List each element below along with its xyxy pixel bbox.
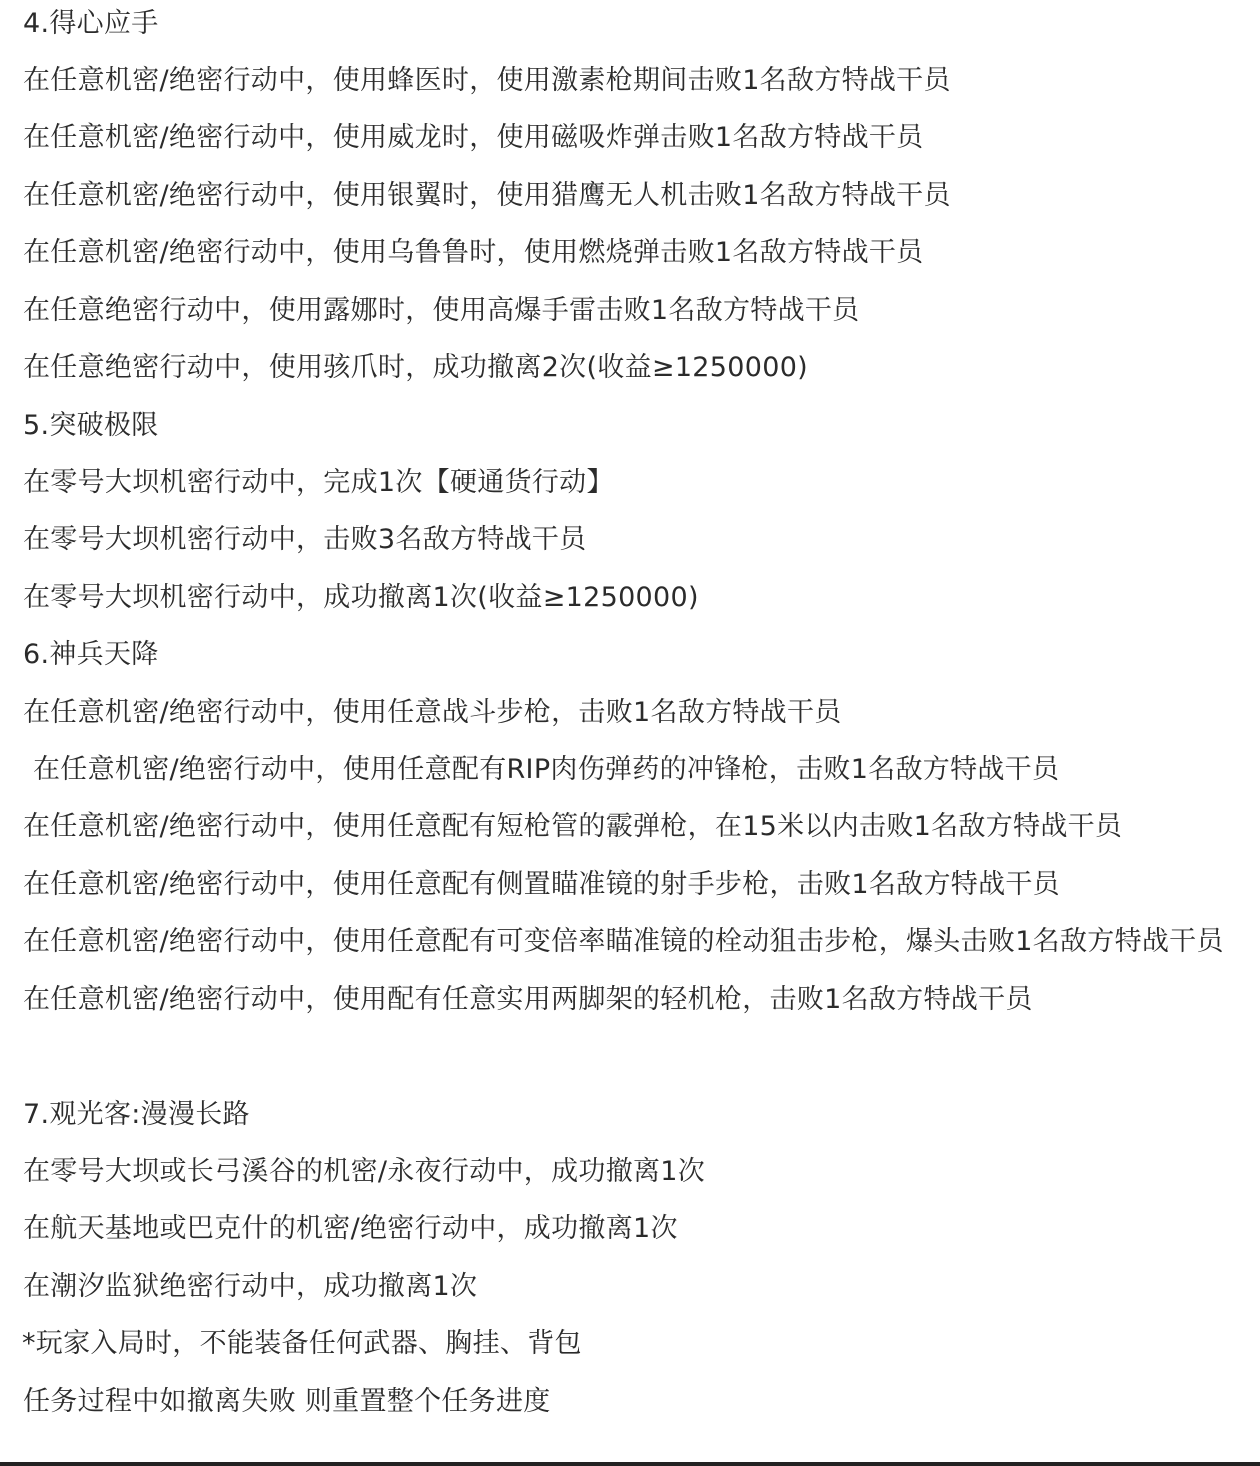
section-heading-4: 4.得心应手 xyxy=(23,8,159,39)
section-heading-7: 7.观光客:漫漫长路 xyxy=(23,1099,250,1130)
task-item: 在任意机密/绝密行动中，使用任意配有侧置瞄准镜的射手步枪，击败1名敌方特战干员 xyxy=(23,869,1060,900)
task-item: 在零号大坝机密行动中，击败3名敌方特战干员 xyxy=(23,524,587,555)
task-item: 在任意机密/绝密行动中，使用任意配有短枪管的霰弹枪，在15米以内击败1名敌方特战干员 xyxy=(23,811,1123,842)
bottom-divider xyxy=(0,1462,1260,1466)
task-item: 在任意机密/绝密行动中，使用银翼时，使用猎鹰无人机击败1名敌方特战干员 xyxy=(23,180,951,211)
task-item: 在任意机密/绝密行动中，使用威龙时，使用磁吸炸弹击败1名敌方特战干员 xyxy=(23,122,924,153)
task-item: 在任意机密/绝密行动中，使用乌鲁鲁时，使用燃烧弹击败1名敌方特战干员 xyxy=(23,237,924,268)
task-item: 在零号大坝或长弓溪谷的机密/永夜行动中，成功撤离1次 xyxy=(23,1156,706,1187)
task-item: 在任意机密/绝密行动中，使用蜂医时，使用激素枪期间击败1名敌方特战干员 xyxy=(23,65,951,96)
task-item: 在零号大坝机密行动中，成功撤离1次(收益≥1250000) xyxy=(23,582,699,613)
task-item: 在任意机密/绝密行动中，使用任意战斗步枪，击败1名敌方特战干员 xyxy=(23,697,842,728)
task-item: 在任意绝密行动中，使用露娜时，使用高爆手雷击败1名敌方特战干员 xyxy=(23,295,860,326)
task-item: 在任意机密/绝密行动中，使用配有任意实用两脚架的轻机枪，击败1名敌方特战干员 xyxy=(23,984,1033,1015)
restriction-note: *玩家入局时，不能装备任何武器、胸挂、背包 xyxy=(22,1328,582,1359)
failure-note: 任务过程中如撤离失败 则重置整个任务进度 xyxy=(23,1386,551,1417)
task-item: 在任意机密/绝密行动中，使用任意配有可变倍率瞄准镜的栓动狙击步枪，爆头击败1名敌方特战干员 xyxy=(23,926,1224,957)
task-item: 在任意机密/绝密行动中，使用任意配有RIP肉伤弹药的冲锋枪，击败1名敌方特战干员 xyxy=(33,754,1060,785)
task-item: 在零号大坝机密行动中，完成1次【硬通货行动】 xyxy=(23,467,614,498)
task-item: 在航天基地或巴克什的机密/绝密行动中，成功撤离1次 xyxy=(23,1213,678,1244)
section-heading-5: 5.突破极限 xyxy=(23,410,159,441)
task-item: 在潮汐监狱绝密行动中，成功撤离1次 xyxy=(23,1271,478,1302)
task-item: 在任意绝密行动中，使用骇爪时，成功撤离2次(收益≥1250000) xyxy=(23,352,809,383)
section-heading-6: 6.神兵天降 xyxy=(23,639,159,670)
